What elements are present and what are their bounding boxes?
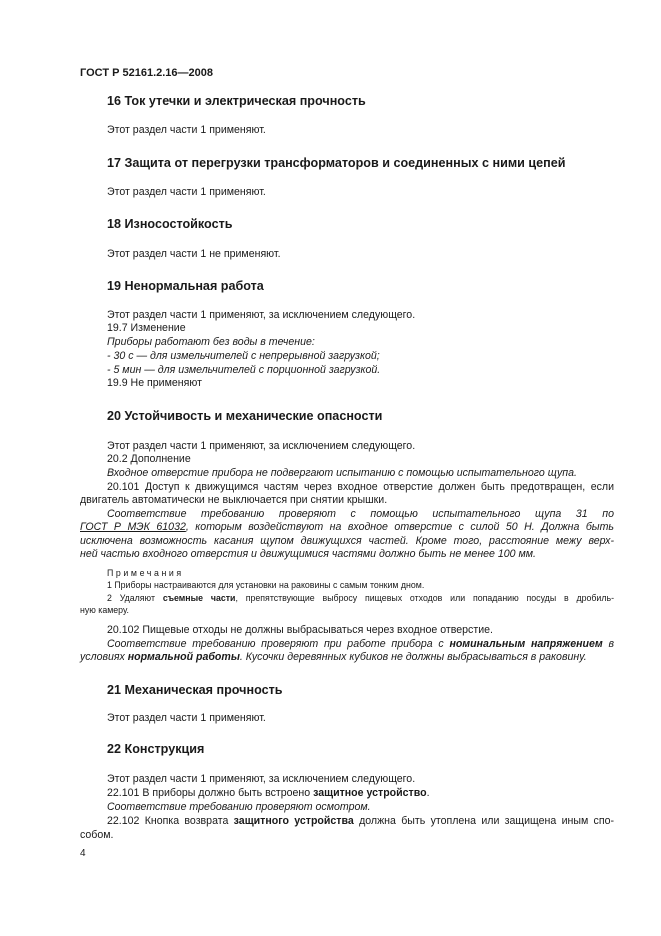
clause-22-102-line-2: собом.: [80, 829, 114, 841]
section-18-title: 18 Износостойкость: [107, 217, 233, 231]
clause-19-9: 19.9 Не применяют: [107, 377, 202, 389]
section-19-title: 19 Ненормальная работа: [107, 279, 264, 293]
note-2-line-2: ную камеру.: [80, 605, 129, 615]
clause-19-7-text: Приборы работают без воды в течение:: [107, 336, 315, 348]
section-21-text: Этот раздел части 1 применяют.: [107, 712, 266, 724]
section-21-title: 21 Механическая прочность: [107, 683, 283, 697]
section-17-text: Этот раздел части 1 применяют.: [107, 186, 266, 198]
clause-20-101-compliance-line-4: ней частью входного отверстия и движущимися частями должно быть не менее 100 мм.: [80, 548, 536, 560]
page-number: 4: [80, 848, 86, 859]
clause-19-7-item-2: - 5 мин — для измельчителей с порционной загрузкой.: [107, 364, 381, 376]
document-header: ГОСТ Р 52161.2.16—2008: [80, 67, 214, 79]
clause-20-102: 20.102 Пищевые отходы не должны выбрасываться через входное отверстие.: [107, 624, 493, 636]
clause-22-102-line-1: 22.102 Кнопка возврата защитного устройства должна быть утоплена или защищена иным спо-: [107, 815, 614, 827]
clause-22-101-compliance: Соответствие требованию проверяют осмотром.: [107, 801, 371, 813]
clause-20-101-compliance-line-3: исключена возможность касания щупом движущихся частей. Кроме того, расстояние межу верх-: [80, 535, 614, 547]
section-22-title: 22 Конструкция: [107, 742, 205, 756]
clause-20-102-compliance-line-1: Соответствие требованию проверяют при работе прибора с номинальным напряжением в: [107, 638, 614, 650]
notes-title: Примечания: [107, 568, 184, 578]
section-20-title: 20 Устойчивость и механические опасности: [107, 409, 383, 423]
clause-20-101-line-2: двигатель автоматически не выключается при снятии крышки.: [80, 494, 388, 506]
note-2-line-1: 2 Удаляют съемные части, препятствующие выбросу пищевых отходов или попаданию посуды в дробиль-: [107, 593, 614, 603]
standard-reference-link[interactable]: ГОСТ Р МЭК 61032: [80, 521, 186, 533]
section-22-intro: Этот раздел части 1 применяют, за исключением следующего.: [107, 773, 416, 785]
clause-20-101-line-1: 20.101 Доступ к движущимся частям через входное отверстие должен быть предотвращен, если: [107, 481, 614, 493]
clause-19-7-item-1: - 30 с — для измельчителей с непрерывной загрузкой;: [107, 350, 380, 362]
clause-19-7: 19.7 Изменение: [107, 322, 186, 334]
section-17-title: 17 Защита от перегрузки трансформаторов и соединенных с ними цепей: [107, 156, 566, 170]
clause-20-101-compliance-line-1: Соответствие требованию проверяют с помощью испытательного щупа 31 по: [107, 508, 614, 520]
section-16-title: 16 Ток утечки и электрическая прочность: [107, 94, 366, 108]
section-18-text: Этот раздел части 1 не применяют.: [107, 248, 281, 260]
note-1: 1 Приборы настраиваются для установки на раковины с самым тонким дном.: [107, 580, 425, 590]
clause-20-2: 20.2 Дополнение: [107, 453, 191, 465]
section-19-intro: Этот раздел части 1 применяют, за исключением следующего.: [107, 309, 416, 321]
clause-20-102-compliance-line-2: условиях нормальной работы. Кусочки деревянных кубиков не должны выбрасываться в раковину.: [80, 651, 587, 663]
section-20-intro: Этот раздел части 1 применяют, за исключением следующего.: [107, 440, 416, 452]
clause-20-101-compliance-line-2: ГОСТ Р МЭК 61032, которым воздействуют на входное отверстие с силой 50 Н. Должна быть: [80, 521, 614, 533]
clause-22-101: 22.101 В приборы должно быть встроено защитное устройство.: [107, 787, 430, 799]
section-16-text: Этот раздел части 1 применяют.: [107, 124, 266, 136]
clause-20-2-text: Входное отверстие прибора не подвергают испытанию с помощью испытательного щупа.: [107, 467, 577, 479]
